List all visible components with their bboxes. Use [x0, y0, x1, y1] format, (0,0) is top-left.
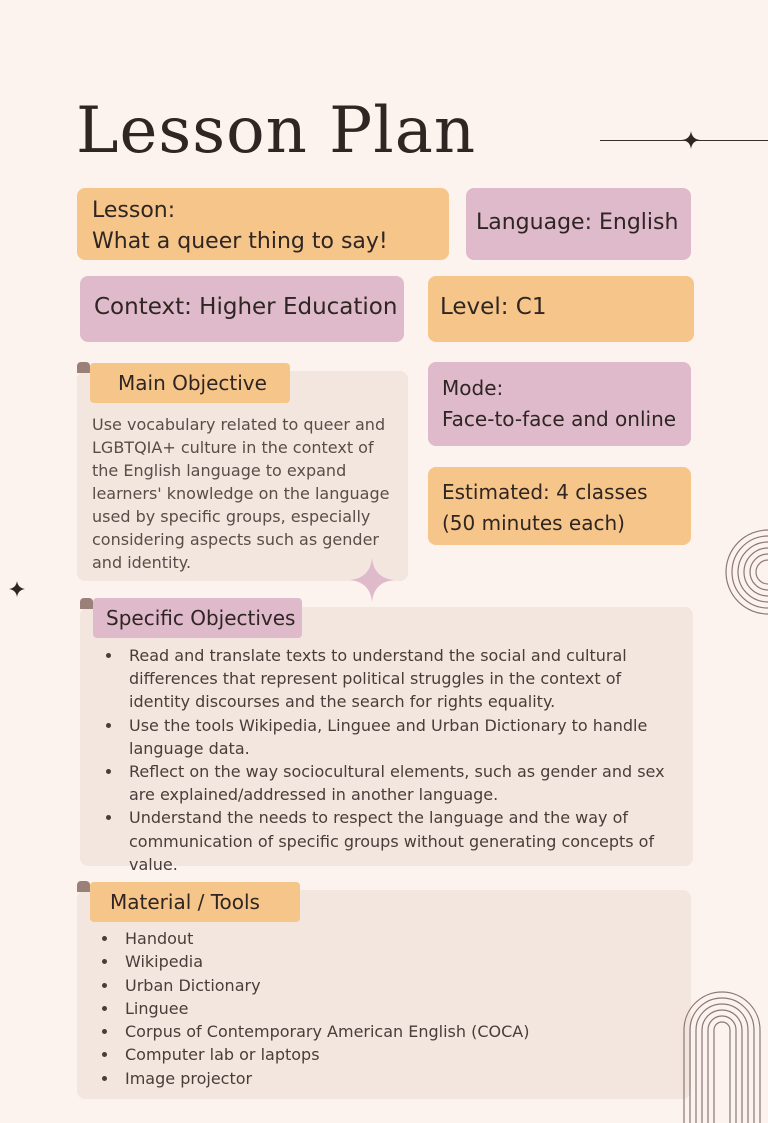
list-item: • Handout [119, 927, 675, 950]
sparkle-icon [9, 581, 25, 597]
arch-decoration-icon [682, 990, 762, 1123]
specific-objectives-list-wrap [79, 644, 679, 876]
arcs-decoration-icon [698, 528, 768, 616]
lesson-label: Lesson: [92, 198, 176, 223]
sparkle-icon [682, 131, 700, 149]
mode-value: Face-to-face and online [442, 407, 677, 431]
list-item: • Linguee [119, 997, 675, 1020]
estimated-card [428, 467, 691, 545]
sparkle-icon [350, 558, 394, 602]
main-objective-heading-text: Main Objective [118, 371, 267, 395]
specific-objectives-list [79, 644, 679, 876]
list-item: • Computer lab or laptops [119, 1043, 675, 1066]
materials-list [75, 927, 675, 1090]
estimated-line1: Estimated: 4 classes [442, 480, 648, 504]
mode-card [428, 362, 691, 446]
lesson-card [77, 188, 449, 260]
materials-heading-text: Material / Tools [110, 890, 260, 914]
list-item: • Understand the needs to respect the language and the way of communication of specific groups without generating concepts of value. [123, 806, 679, 876]
materials-list-wrap [75, 927, 675, 1090]
list-item: • Reflect on the way sociocultural elements, such as gender and sex are explained/addressed in another language. [123, 760, 679, 806]
specific-objectives-heading-text: Specific Objectives [106, 606, 296, 630]
list-item: • Urban Dictionary [119, 974, 675, 997]
level-card [428, 276, 694, 342]
main-objective-heading [90, 363, 290, 403]
specific-objectives-heading [93, 598, 302, 638]
materials-heading [90, 882, 300, 922]
context-card [80, 276, 404, 342]
main-objective-text: Use vocabulary related to queer and LGBTQIA+ culture in the context of the English language to expand learners' knowledge on the language used by specific groups, especially considering aspects such as gender and identity. [92, 415, 390, 572]
list-item: • Use the tools Wikipedia, Linguee and Urban Dictionary to handle language data. [123, 714, 679, 760]
main-objective-tab [77, 362, 90, 373]
list-item: • Wikipedia [119, 950, 675, 973]
specific-objectives-tab [80, 598, 93, 609]
list-item: • Corpus of Contemporary American English (COCA) [119, 1020, 675, 1043]
lesson-title: What a queer thing to say! [92, 229, 388, 254]
list-item: • Read and translate texts to understand the social and cultural differences that represent political struggles in the context of identity discourses and the search for rights equality. [123, 644, 679, 714]
language-card [466, 188, 691, 260]
estimated-line2: (50 minutes each) [442, 511, 625, 535]
materials-tab [77, 881, 90, 892]
language-text: Language: English [476, 210, 679, 235]
level-text: Level: C1 [440, 294, 547, 320]
mode-label: Mode: [442, 376, 504, 400]
list-item: • Image projector [119, 1067, 675, 1090]
page-title: Lesson Plan [76, 94, 477, 168]
context-text: Context: Higher Education [94, 294, 398, 320]
